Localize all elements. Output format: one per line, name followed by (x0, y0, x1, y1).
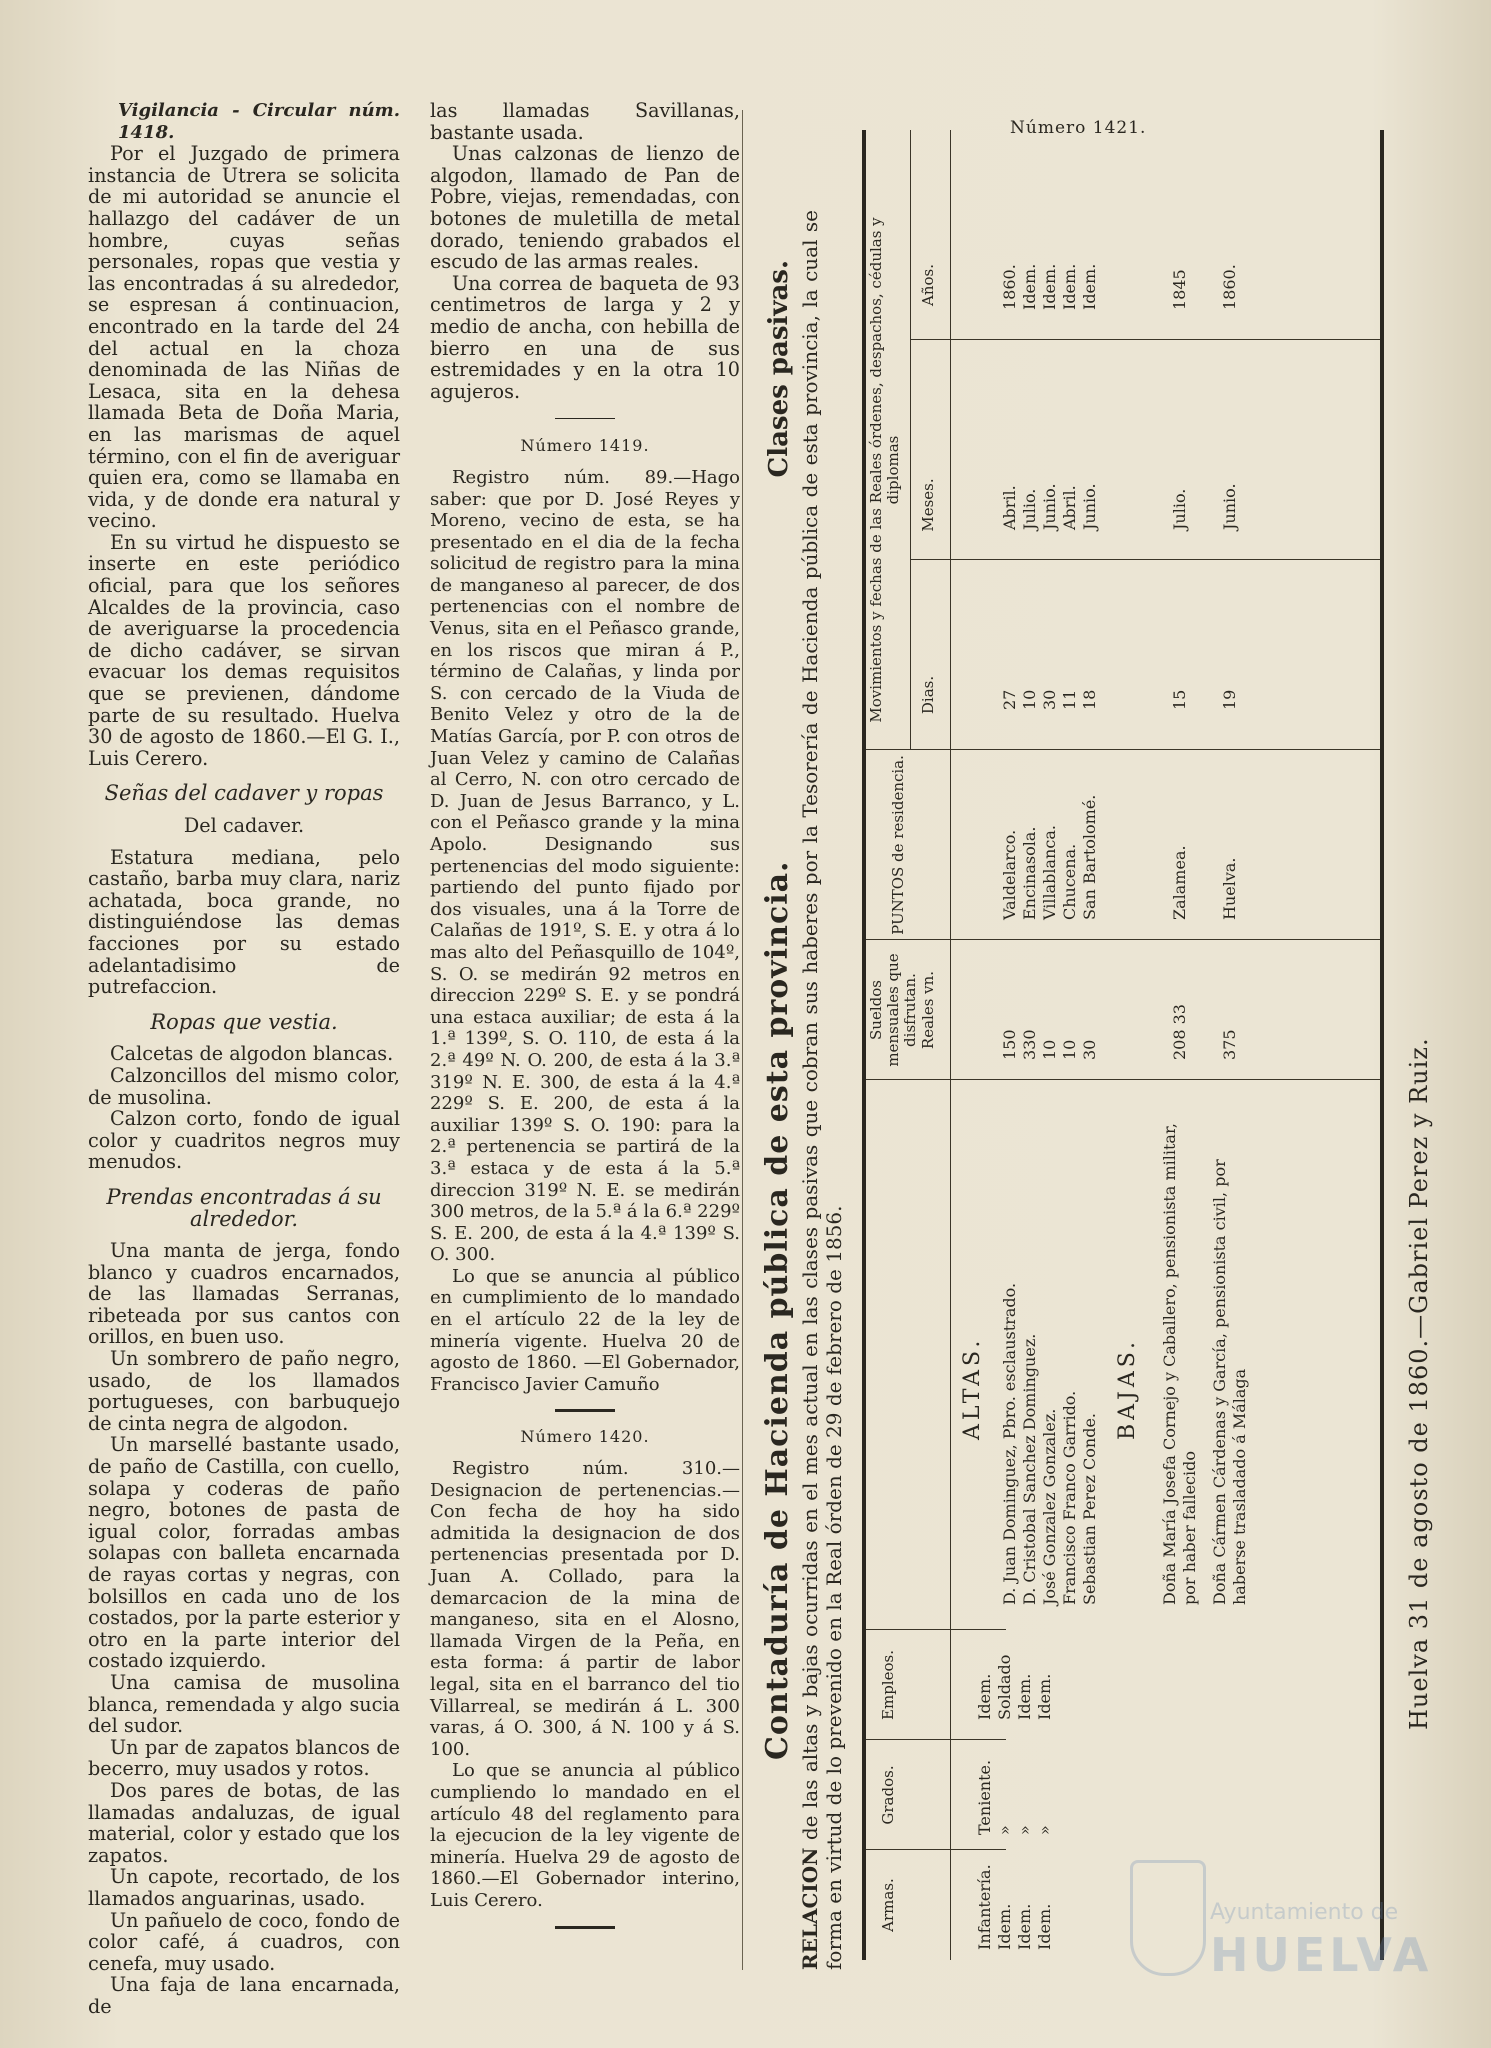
prenda-item: Un marsellé bastante usado, de paño de Castilla, con cuello, solapa y coderas de paño negro, botones de pasta de igual color, forradas ambas solapas con balleta encarnada de rayas cortas y negras, con bolsillos en cada uno de los costados, por la parte esterior y otro en la parte interior del costado izquierdo. (88, 1433, 400, 1673)
sueldo-cell: 10 (1060, 1039, 1079, 1060)
header-anos: Años. (919, 264, 937, 306)
ano-cell: Idem. (1020, 263, 1039, 310)
punto-cell: Villablanca. (1040, 825, 1059, 920)
sueldo-cell: 10 (1040, 1039, 1059, 1060)
prenda-item: Una manta de jerga, fondo blanco y cuadros encarnados, de las llamadas Serranas, ribeteada por sus cantos con orillos, en buen uso. (88, 1239, 400, 1349)
mes-cell: Julio. (1020, 488, 1039, 530)
ano-cell: Idem. (1040, 263, 1059, 310)
empleo-cell: Idem. (1015, 1673, 1034, 1720)
continuation-1: las llamadas Savillanas, bastante usada. (430, 99, 740, 144)
empleo-cell: Idem. (1035, 1673, 1054, 1720)
table-bottom-rule (1380, 130, 1384, 1960)
name-cell: José Gonzalez Gonzalez. (1040, 1408, 1059, 1605)
col-rule (866, 1739, 1006, 1740)
ropa-item: Calzon corto, fondo de igual color y cuadritos negros muy menudos. (88, 1107, 400, 1174)
baja-sueldo: 375 (1220, 1029, 1239, 1060)
arma-cell: Infantería. (975, 1864, 994, 1950)
baja-dia: 19 (1220, 689, 1239, 710)
header-puntos: PUNTOS de residencia. (889, 755, 907, 935)
watermark-line2: HUELVA (1210, 1928, 1433, 1982)
sueldo-cell: 30 (1080, 1039, 1099, 1060)
dia-cell: 27 (1000, 689, 1019, 710)
col-rule (866, 1079, 1380, 1080)
header-armas: Armas. (879, 1878, 897, 1932)
mes-cell: Junio. (1040, 483, 1059, 530)
armas-list (975, 1864, 1055, 1950)
altas-sueldos (1000, 1029, 1100, 1060)
middle-column (430, 100, 740, 1943)
clases-pasivas-table-page (760, 110, 1450, 2000)
watermark-line1: Ayuntamiento de (1210, 1900, 1399, 1925)
prenda-item: Un sombrero de paño negro, usado, de los llamados portugueses, con barbuquejo de cinta negra de algodon. (88, 1347, 400, 1435)
divider (555, 1409, 615, 1412)
dia-cell: 18 (1080, 689, 1099, 710)
notice-1420-closing: Lo que se anuncia al público cumpliendo lo mandado en el artículo 48 del reglamento para la ejecucion de la ley vigente de minería. Huelva 29 de agosto de 1860.—El Gobernador interino, Luis Cerero. (430, 1760, 740, 1911)
altas-meses (1000, 483, 1100, 530)
crest-icon (1130, 1860, 1206, 1976)
baja-name-1: Doña María Josefa Cornejo y Caballero, pensionista militar, por haber fallecido (1160, 1123, 1199, 1605)
ropa-item: Calcetas de algodon blancas. (110, 1042, 394, 1066)
empleo-cell: Soldado (995, 1654, 1014, 1720)
name-cell: D. Juan Dominguez, Pbro. esclaustrado. (1000, 1282, 1019, 1605)
col-rule (866, 1629, 1006, 1630)
prenda-item: Un capote, recortado, de los llamados anguarinas, usado. (88, 1865, 400, 1910)
arma-cell: Idem. (1015, 1903, 1034, 1950)
mes-cell: Abril. (1000, 485, 1019, 530)
notice-1421-number: Número 1421. (1010, 118, 1147, 138)
section-title-senas: Señas del cadaver y ropas (104, 781, 384, 806)
baja-sueldo: 208 33 (1170, 1004, 1189, 1060)
continuation-3: Una correa de baqueta de 93 centimetros de larga y 2 y medio de ancha, con hebilla de bierro en una de sus estremidades y en la otra 10 agujeros. (430, 271, 740, 403)
baja-dia: 15 (1170, 689, 1189, 710)
empleo-cell: Idem. (975, 1673, 994, 1720)
baja-name-2: Doña Cármen Cárdenas y García, pensionista civil, por haberse trasladado á Málaga (1210, 1159, 1249, 1605)
baja-ano: 1860. (1220, 264, 1239, 310)
divider (555, 418, 615, 419)
header-rule (950, 130, 951, 1960)
header-grados: Grados. (879, 1765, 897, 1825)
sueldo-cell: 150 (1000, 1029, 1019, 1060)
header-reales: Reales vn. (919, 970, 937, 1050)
notice-1419-text: Registro núm. 89.—Hago saber: que por D. José Reyes y Moreno, vecino de esta, se ha presentado en el dia de la fecha solicitud de registro para la mina de manganeso al parecer, de dos pertenencias con el nombre de Venus, sita en el Peñasco grande, en los riscos que miran á P., término de Calañas, y linda por S. con cercado de la Viuda de Benito Velez y otro de la de Matías García, por P. con otros de Juan Velez y camino de Calañas al Cerro, N. con otro cercado de D. Juan de Jesus Barranco, y L. con el Peñasco grande y la mina Apolo. Designando sus pertenencias del modo siguiente: partiendo del punto fijado por dos visuales, una á la Torre de Calañas de 191º, S. E. y otra á lo mas alto del Peñasquillo de 104º, S. O. se medirán 92 metros en direccion 229º S. E. y se pondrá una estaca auxiliar; de esta á la 1.ª 139º, S. O. 110, de esta á la 2.ª 49º N. O. 200, de esta á la 3.ª 319º N. E. 300, de esta á la 4.ª 229º S. E. 200, de esta á la auxiliar 139º S. O. 190: para la 2.ª pertenencia se partirá de la 3.ª estaca y de esta á la 5.ª direccion 319º N. E. se medirán 300 metros, de la 5.ª á la 6.ª 229º S. E. 200, de esta á la 4.ª 139º S. O. 300. (430, 466, 740, 1266)
clases-pasivas-title: Clases pasivas. (764, 260, 794, 478)
circular-paragraph-1: Por el Juzgado de primera instancia de Utrera se solicita de mi autoridad se anuncie el hallazgo del cadáver de un hombre, cuyas señas personales, ropas que vestia y las encontradas á su alrededor, se espresan á continuacion, encontrado en la tarde del 24 del actual en la choza denominada de las Niñas de Lesaca, sita en la dehesa llamada Beta de Doña Maria, en las marismas de aquel término, con el fin de averiguar quien era, como se llamaba en vida, y de donde era natural y vecino. (88, 142, 400, 533)
header-empleos: Empleos. (879, 1650, 897, 1720)
col-rule (910, 339, 1380, 340)
grados-list (975, 1760, 1055, 1835)
punto-cell: Chucena. (1060, 843, 1079, 920)
baja-punto: Zalamea. (1170, 845, 1189, 920)
punto-cell: Valdelarco. (1000, 829, 1019, 920)
mes-cell: Abril. (1060, 485, 1079, 530)
name-cell: D. Cristobal Sanchez Dominguez. (1020, 1333, 1039, 1605)
grado-cell: » (995, 1825, 1014, 1835)
dia-cell: 11 (1060, 689, 1079, 710)
left-column (88, 100, 400, 2017)
baja-ano: 1845 (1170, 269, 1189, 310)
name-cell: Sebastian Perez Conde. (1080, 1412, 1099, 1605)
ano-cell: 1860. (1000, 264, 1019, 310)
notice-1420-text: Registro núm. 310.—Designacion de pertenencias.—Con fecha de hoy ha sido admitida la designacion de dos pertenencias presentada por D. Juan A. Collado, para la demarcacion de la mina de manganeso, sita en el Alosno, llamada Virgen de la Peña, en esta forma: á partir de labor legal, sita en el barranco del tio Villarreal, se medirán á L. 300 varas, á O. 300, á N. 100 y á S. 100. (430, 1458, 740, 1760)
dia-cell: 30 (1040, 689, 1059, 710)
grado-cell: » (1035, 1825, 1054, 1835)
altas-anos (1000, 264, 1100, 310)
name-cell: Francisco Franco Garrido. (1060, 1390, 1079, 1605)
header-sueldos: Sueldos mensuales que disfrutan. (867, 953, 919, 1067)
baja-mes: Julio. (1170, 488, 1189, 530)
header-movimientos: Movimientos y fechas de las Reales órdenes, despachos, cédulas y diplomas (867, 217, 902, 723)
arma-cell: Idem. (1035, 1903, 1054, 1950)
divider (555, 1926, 615, 1929)
mes-cell: Junio. (1080, 483, 1099, 530)
section-title-prendas: Prendas encontradas á su alrededor. (106, 1184, 382, 1231)
col-rule (866, 1849, 1006, 1850)
empleos-list (975, 1655, 1055, 1720)
cadaver-description: Estatura mediana, pelo castaño, barba muy clara, nariz achatada, boca grande, no distinguiéndose las demas facciones por su estado adelantadisimo de putrefaccion. (88, 845, 400, 999)
section-title-ropas: Ropas que vestia. (150, 1009, 338, 1034)
header-meses: Meses. (919, 478, 937, 532)
notice-1420-title: Número 1420. (520, 1427, 650, 1447)
dia-cell: 10 (1020, 689, 1039, 710)
bajas-label: BAJAS. (1115, 1337, 1140, 1440)
baja-punto: Huelva. (1220, 857, 1239, 920)
column-separator (742, 110, 743, 1970)
altas-puntos (1000, 795, 1100, 920)
prenda-item: Un par de zapatos blancos de becerro, muy usados y rotos. (88, 1735, 400, 1781)
prenda-item: Dos pares de botas, de las llamadas andaluzas, de igual material, color y estado que los zapatos. (88, 1778, 400, 1867)
notice-1419-title: Número 1419. (520, 436, 650, 456)
ropa-item: Calzoncillos del mismo color, de musolina. (88, 1063, 400, 1109)
signature-line: Huelva 31 de agosto de 1860.—Gabriel Perez y Ruiz. (1405, 1037, 1433, 1730)
sueldo-cell: 330 (1020, 1029, 1039, 1060)
continuation-2: Unas calzonas de lienzo de algodon, llamado de Pan de Pobre, viejas, remendadas, con botones de muletilla de metal dorado, teniendo grabados el escudo de las armas reales. (430, 142, 740, 274)
relacion-text (798, 210, 846, 1970)
grado-cell: » (1015, 1825, 1034, 1835)
prenda-item: Una faja de lana encarnada, de (88, 1973, 400, 2018)
contaduria-title: Contaduría de Hacienda pública de esta provincia. (760, 860, 795, 1760)
altas-label: ALTAS. (960, 1336, 985, 1440)
ano-cell: Idem. (1060, 263, 1079, 310)
relacion-lead: RELACION (798, 1847, 822, 1970)
archive-watermark (1130, 1840, 1460, 2010)
notice-1419-closing: Lo que se anuncia al público en cumplimiento de lo mandado en el artículo 22 de la ley de minería vigente. Huelva 20 de agosto de 1860. —El Gobernador, Francisco Javier Camuño (430, 1265, 740, 1395)
ano-cell: Idem. (1080, 263, 1099, 310)
subheader-rule (910, 130, 911, 750)
baja-mes: Junio. (1220, 483, 1239, 530)
relacion-body: de las altas y bajas ocurridas en el mes actual en las clases pasivas que cobran sus haberes por la Tesorería de Hacienda pública de esta provincia, la cual se forma en virtud de lo prevenido en la Real órden de 29 de febrero de 1856. (798, 210, 846, 1970)
col-rule (866, 939, 1380, 940)
altas-dias (1000, 690, 1100, 710)
col-rule (866, 749, 1380, 750)
section-subtitle-cadaver: Del cadaver. (183, 814, 305, 837)
prenda-item: Un pañuelo de coco, fondo de color café, á cuadros, con cenefa, muy usado. (88, 1908, 400, 1975)
arma-cell: Idem. (995, 1903, 1014, 1950)
circular-heading: Vigilancia - Circular núm. 1418. (118, 100, 400, 143)
prenda-item: Una camisa de musolina blanca, remendada y algo sucia del sudor. (88, 1670, 400, 1738)
col-rule (910, 559, 1380, 560)
table-top-rule (862, 130, 866, 1960)
circular-paragraph-2: En su virtud he dispuesto se inserte en este periódico oficial, para que los señores Alcaldes de la provincia, caso de averiguarse la procedencia de dicho cadáver, se sirvan evacuar los demas requisitos que se previenen, dándome parte de su resultado. Huelva 30 de agosto de 1860.—El G. I., Luis Cerero. (88, 530, 400, 770)
punto-cell: San Bartolomé. (1080, 794, 1099, 920)
punto-cell: Encinasola. (1020, 826, 1039, 920)
grado-cell: Teniente. (975, 1759, 994, 1835)
altas-names (1000, 1283, 1100, 1605)
header-dias: Dias. (919, 675, 937, 715)
